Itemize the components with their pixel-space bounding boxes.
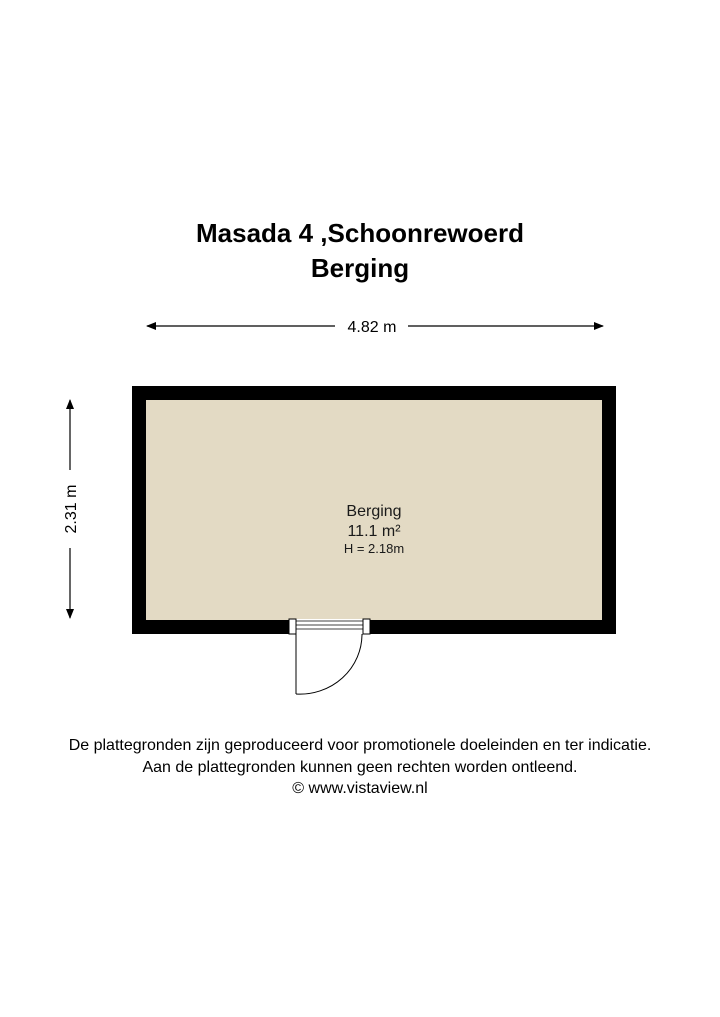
width-label: 4.82 m <box>347 319 397 336</box>
plan-subtitle: Berging <box>310 253 410 283</box>
plan-title: Masada 4 ,Schoonrewoerd <box>196 218 524 248</box>
room-ceiling-height: H = 2.18m <box>343 541 405 556</box>
room-area: 11.1 m² <box>347 523 401 540</box>
disclaimer-line-1: De plattegronden zijn geproduceerd voor promotionele doeleinden en ter indicatie. <box>68 737 652 754</box>
door-opening <box>289 619 370 635</box>
door <box>289 619 370 694</box>
copyright-line: © www.vistaview.nl <box>292 780 428 797</box>
height-dimension <box>63 400 80 618</box>
door-jamb-right <box>363 619 370 634</box>
door-jamb-left <box>289 619 296 634</box>
width-dimension <box>147 319 603 336</box>
room-name: Berging <box>346 503 402 520</box>
disclaimer-line-2: Aan de plattegronden kunnen geen rechten worden ontleend. <box>142 759 578 776</box>
door-swing-arc <box>296 634 362 694</box>
height-label: 2.31 m <box>63 484 80 534</box>
